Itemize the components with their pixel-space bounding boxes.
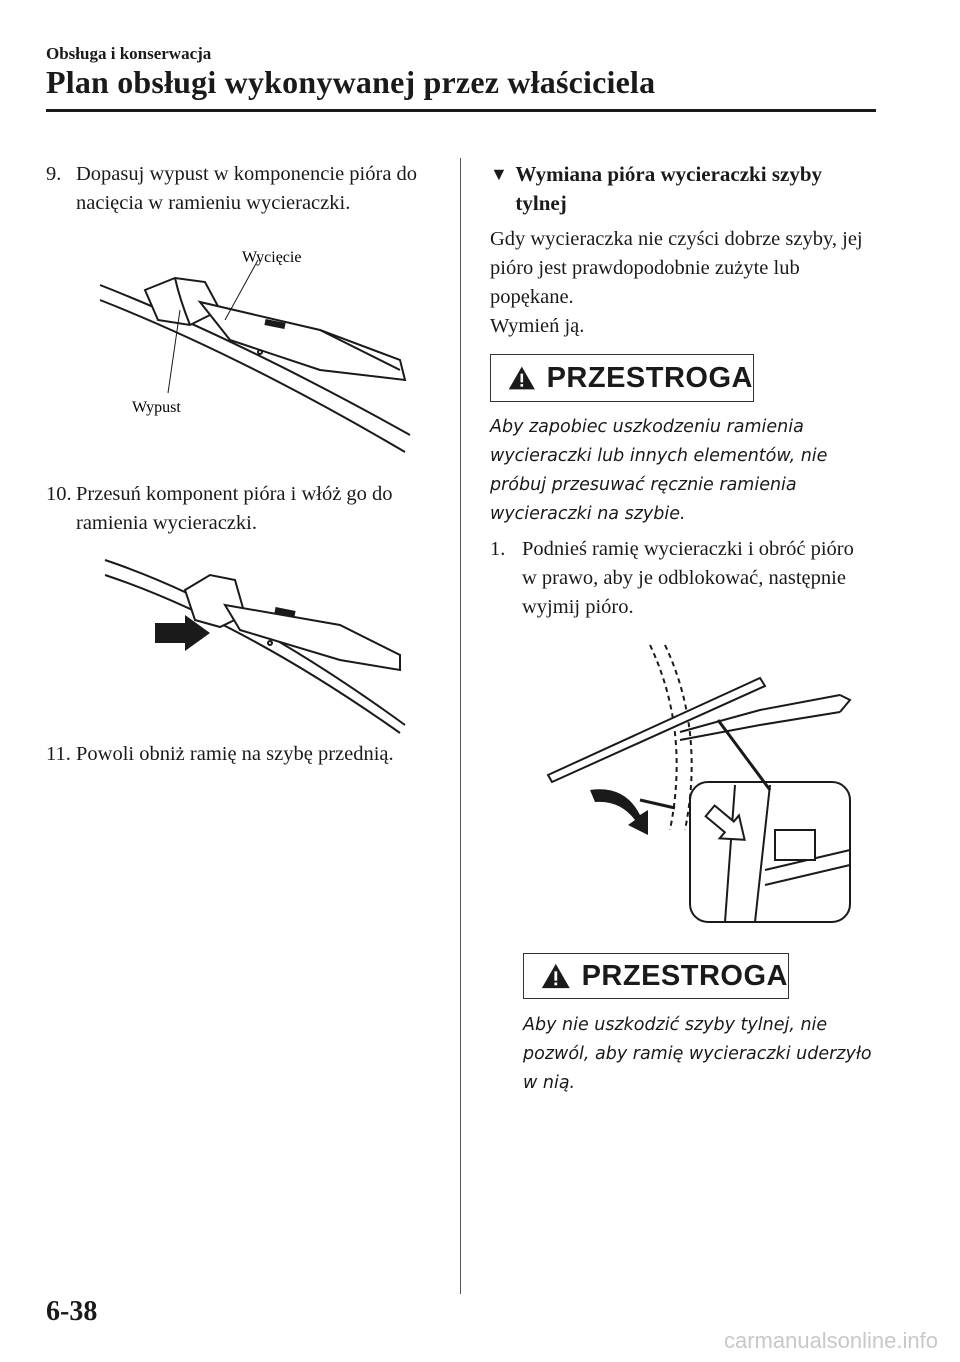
caution-text-2: Aby nie uszkodzić szyby tylnej, nie pozwól, aby ramię wycieraczki uderzyło w nią.: [523, 1015, 872, 1093]
detail-inset: [690, 782, 850, 922]
label-tab: Wypust: [132, 399, 181, 416]
figure-rear-wiper: [540, 640, 870, 940]
step-11: [46, 740, 446, 769]
label-notch: Wycięcie: [242, 249, 302, 266]
step-10: [46, 480, 446, 538]
rotate-arrow-icon: [590, 789, 648, 835]
intro-paragraph: Gdy wycieraczka nie czyści dobrze szyby, jej pióro jest prawdopodobnie zużyte lub popękane.: [490, 228, 863, 308]
figure-wiper-notch: [80, 230, 440, 460]
caution-label-2: PRZESTROGA: [581, 959, 788, 992]
step-9-number: 9.: [46, 163, 62, 185]
caution-box-2: [523, 953, 789, 999]
page-number: 6-38: [46, 1296, 98, 1327]
wiper-arm: [200, 302, 405, 380]
warning-triangle-icon: [507, 363, 537, 393]
section-heading-text: Wymiana pióra wycieraczki szyby tylnej: [515, 162, 822, 215]
title-rule: [46, 109, 876, 112]
figure-wiper-slide: [100, 545, 420, 735]
step-10-number: 10.: [46, 483, 72, 505]
caution-label-1: PRZESTROGA: [546, 361, 753, 394]
caution-text-1: Aby zapobiec uszkodzeniu ramienia wycieraczki lub innych elementów, nie próbuj przesuwać ręcznie ramienia wycieraczki na szybie.: [490, 417, 828, 524]
step-11-number: 11.: [46, 743, 71, 765]
intro-paragraph-2: Wymień ją.: [490, 315, 585, 337]
warning-triangle-icon: [540, 961, 572, 991]
caution-box-1: [490, 354, 754, 402]
watermark: carmanualsonline.info: [723, 1328, 938, 1353]
step-1-number: 1.: [490, 538, 506, 560]
heading-triangle-icon: ▼: [490, 164, 508, 184]
section-heading: [490, 160, 870, 218]
wiper-arm: [225, 605, 400, 670]
step-1: [490, 535, 870, 622]
section-label: Obsługa i konserwacja: [46, 44, 212, 63]
step-11-text: Powoli obniż ramię na szybę przednią.: [76, 743, 394, 765]
step-10-text: Przesuń komponent pióra i włóż go do ramienia wycieraczki.: [76, 483, 393, 534]
step-9: [46, 160, 446, 218]
step-9-text: Dopasuj wypust w komponencie pióra do nacięcia w ramieniu wycieraczki.: [76, 163, 418, 214]
page-title: Plan obsługi wykonywanej przez właściciela: [46, 64, 656, 100]
column-divider: [460, 158, 461, 1294]
step-1-text: Podnieś ramię wycieraczki i obróć pióro w prawo, aby je odblokować, następnie wyjmij pióro.: [522, 538, 854, 618]
